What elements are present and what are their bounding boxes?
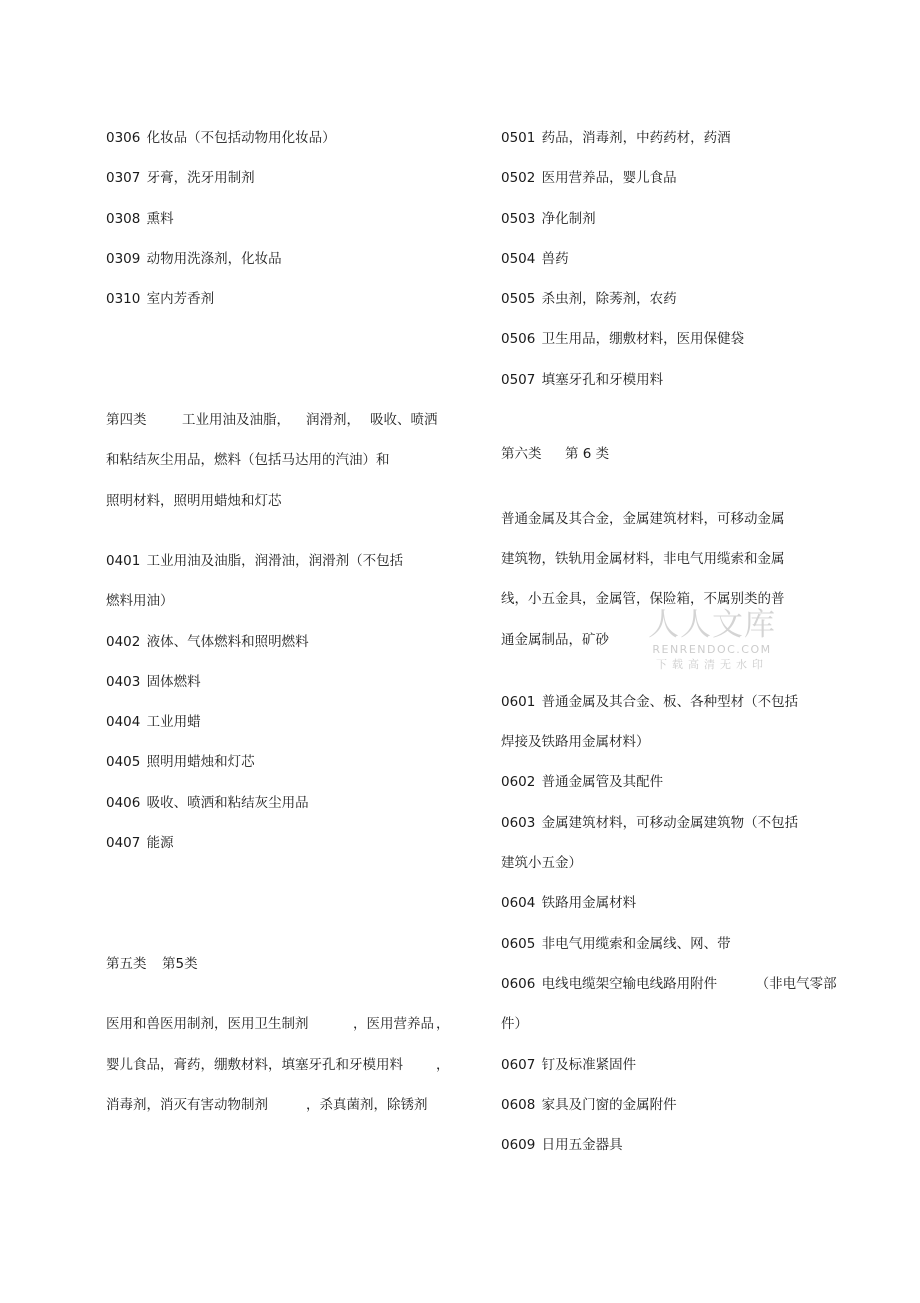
list-item <box>501 1125 841 1165</box>
list-item <box>501 360 841 400</box>
list-item <box>501 803 841 843</box>
class5-desc-part: ， <box>436 1056 450 1073</box>
item-text: 液体、气体燃料和照明燃料 <box>146 633 309 650</box>
class6-desc-line: 普通金属及其合金，金属建筑材料，可移动金属 <box>501 510 785 527</box>
list-item <box>501 1045 841 1085</box>
item-code: 0402 <box>106 633 141 650</box>
class5-desc-part: 婴儿食品，膏药，绷敷材料，填塞牙孔和牙模用料 <box>106 1056 403 1073</box>
list-item <box>501 924 841 964</box>
item-code: 0602 <box>501 774 536 791</box>
item-code: 0608 <box>501 1096 536 1113</box>
class6-category: 第六类 <box>501 446 542 463</box>
class5-desc-line <box>106 1085 456 1125</box>
item-text: 净化制剂 <box>541 210 596 227</box>
item-text: 家具及门窗的金属附件 <box>541 1096 677 1113</box>
list-item <box>106 823 456 863</box>
item-code: 0404 <box>106 714 141 731</box>
item-code: 0308 <box>106 210 141 227</box>
class5-heading <box>106 944 456 984</box>
item-text: 填塞牙孔和牙模用料 <box>541 371 664 388</box>
item-code: 0601 <box>501 693 536 710</box>
item-code: 0405 <box>106 754 141 771</box>
item-text: 固体燃料 <box>146 673 201 690</box>
list-item <box>501 1085 841 1125</box>
list-item <box>501 199 841 239</box>
item-code: 0306 <box>106 130 141 146</box>
item-text: 医用营养品，婴儿食品 <box>541 170 677 187</box>
item-text: 室内芳香剂 <box>142 291 215 308</box>
item-code: 0604 <box>501 895 536 912</box>
item-code: 0406 <box>106 794 141 811</box>
item-text: 普通金属管及其配件 <box>541 774 664 791</box>
item-text: 钉及标准紧固件 <box>541 1056 637 1073</box>
watermark-title: 人人文库 <box>648 607 776 643</box>
class5-desc-part: ，医用营养品 <box>353 1016 434 1033</box>
item-text: 铁路用金属材料 <box>541 895 637 912</box>
list-item <box>106 279 456 319</box>
item-code: 0507 <box>501 371 536 388</box>
item-text: 药品，消毒剂，中药药材，药酒 <box>541 130 731 146</box>
list-item <box>106 239 456 279</box>
item-code: 0401 <box>106 552 141 569</box>
list-item <box>106 158 456 198</box>
item-text: 普通金属及其合金、板、各种型材（不包括 <box>541 693 799 710</box>
class4-category: 第四类 <box>106 412 147 429</box>
list-item <box>106 199 456 239</box>
item-code: 0307 <box>106 170 141 187</box>
item-text: 卫生用品，绷敷材料，医用保健袋 <box>541 331 745 348</box>
class4-desc-part: 工业用油及油脂， <box>182 412 290 429</box>
watermark-domain: RENRENDOC.COM <box>652 643 772 656</box>
class4-heading <box>106 400 456 440</box>
class5-desc-part: ，杀真菌剂，除锈剂 <box>306 1096 428 1113</box>
item-text: 杀虫剂，除莠剂，农药 <box>541 291 677 308</box>
list-item <box>501 964 841 1004</box>
watermark-tagline: 下载高清无水印 <box>656 658 768 671</box>
item-text-extra: （非电气零部 <box>755 975 837 992</box>
class5-desc-line <box>106 1004 456 1044</box>
class4-desc-part: 吸收、喷洒 <box>370 412 438 429</box>
item-code: 0503 <box>501 210 536 227</box>
list-item <box>501 279 841 319</box>
list-item <box>106 742 456 782</box>
item-code: 0403 <box>106 673 141 690</box>
list-item-continuation: 焊接及铁路用金属材料） <box>501 734 650 751</box>
list-item <box>501 239 841 279</box>
list-item <box>106 702 456 742</box>
item-code: 0609 <box>501 1137 536 1154</box>
item-text: 化妆品（不包括动物用化妆品） <box>146 130 336 146</box>
class6-desc-line: 通金属制品，矿砂 <box>501 631 609 648</box>
class5-desc-line <box>106 1045 456 1085</box>
list-item-continuation: 建筑小五金） <box>501 855 582 872</box>
item-code: 0606 <box>501 975 536 992</box>
class6-desc-line: 线，小五金具，金属管，保险箱，不属别类的普 <box>501 591 785 608</box>
item-text: 工业用蜡 <box>146 714 201 731</box>
left-column <box>106 118 456 1125</box>
item-code: 0502 <box>501 170 536 187</box>
item-text: 工业用油及油脂，润滑油，润滑剂（不包括 <box>146 552 404 569</box>
class5-desc-part: 消毒剂，消灭有害动物制剂 <box>106 1096 268 1113</box>
right-column <box>501 118 841 1165</box>
list-item <box>501 118 841 158</box>
class5-desc-part: 医用和兽医用制剂，医用卫生制剂 <box>106 1016 309 1033</box>
list-item <box>501 682 841 722</box>
item-text: 能源 <box>146 835 174 852</box>
item-text: 电线电缆架空输电线路用附件 <box>541 975 718 992</box>
list-item <box>106 783 456 823</box>
item-code: 0407 <box>106 835 141 852</box>
class6-label: 第 6 类 <box>565 446 610 463</box>
item-text: 兽药 <box>541 250 569 267</box>
item-code: 0504 <box>501 250 536 267</box>
item-text: 动物用洗涤剂，化妆品 <box>146 250 282 267</box>
list-item <box>106 622 456 662</box>
class4-desc-line: 照明材料，照明用蜡烛和灯芯 <box>106 492 282 509</box>
list-item <box>501 319 841 359</box>
item-code: 0309 <box>106 250 141 267</box>
list-item <box>501 158 841 198</box>
class5-category: 第五类 <box>106 955 147 972</box>
item-code: 0505 <box>501 291 536 308</box>
list-item <box>106 662 456 702</box>
item-text: 非电气用缆索和金属线、网、带 <box>541 935 731 952</box>
item-code: 0603 <box>501 814 536 831</box>
item-code: 0607 <box>501 1056 536 1073</box>
list-item <box>106 118 456 158</box>
class4-desc-line: 和粘结灰尘用品，燃料（包括马达用的汽油）和 <box>106 452 390 469</box>
item-text: 日用五金器具 <box>541 1137 623 1154</box>
item-text: 熏料 <box>146 210 174 227</box>
class5-desc-part: ， <box>436 1016 450 1033</box>
item-text: 吸收、喷洒和粘结灰尘用品 <box>146 794 309 811</box>
item-code: 0310 <box>106 291 141 308</box>
item-text: 牙膏，洗牙用制剂 <box>146 170 255 187</box>
class5-label: 第5类 <box>162 955 198 972</box>
list-item-continuation: 件） <box>501 1016 528 1033</box>
list-item <box>501 883 841 923</box>
item-text: 照明用蜡烛和灯芯 <box>146 754 255 771</box>
class4-desc-part: 润滑剂， <box>306 412 360 429</box>
item-text: 金属建筑材料，可移动金属建筑物（不包括 <box>541 814 799 831</box>
item-code: 0605 <box>501 935 536 952</box>
list-item <box>106 541 456 581</box>
list-item <box>501 762 841 802</box>
list-item-continuation: 燃料用油） <box>106 593 174 610</box>
class6-desc-line: 建筑物，铁轨用金属材料，非电气用缆索和金属 <box>501 550 785 567</box>
item-code: 0501 <box>501 130 536 146</box>
item-code: 0506 <box>501 331 536 348</box>
class6-heading <box>501 434 841 474</box>
